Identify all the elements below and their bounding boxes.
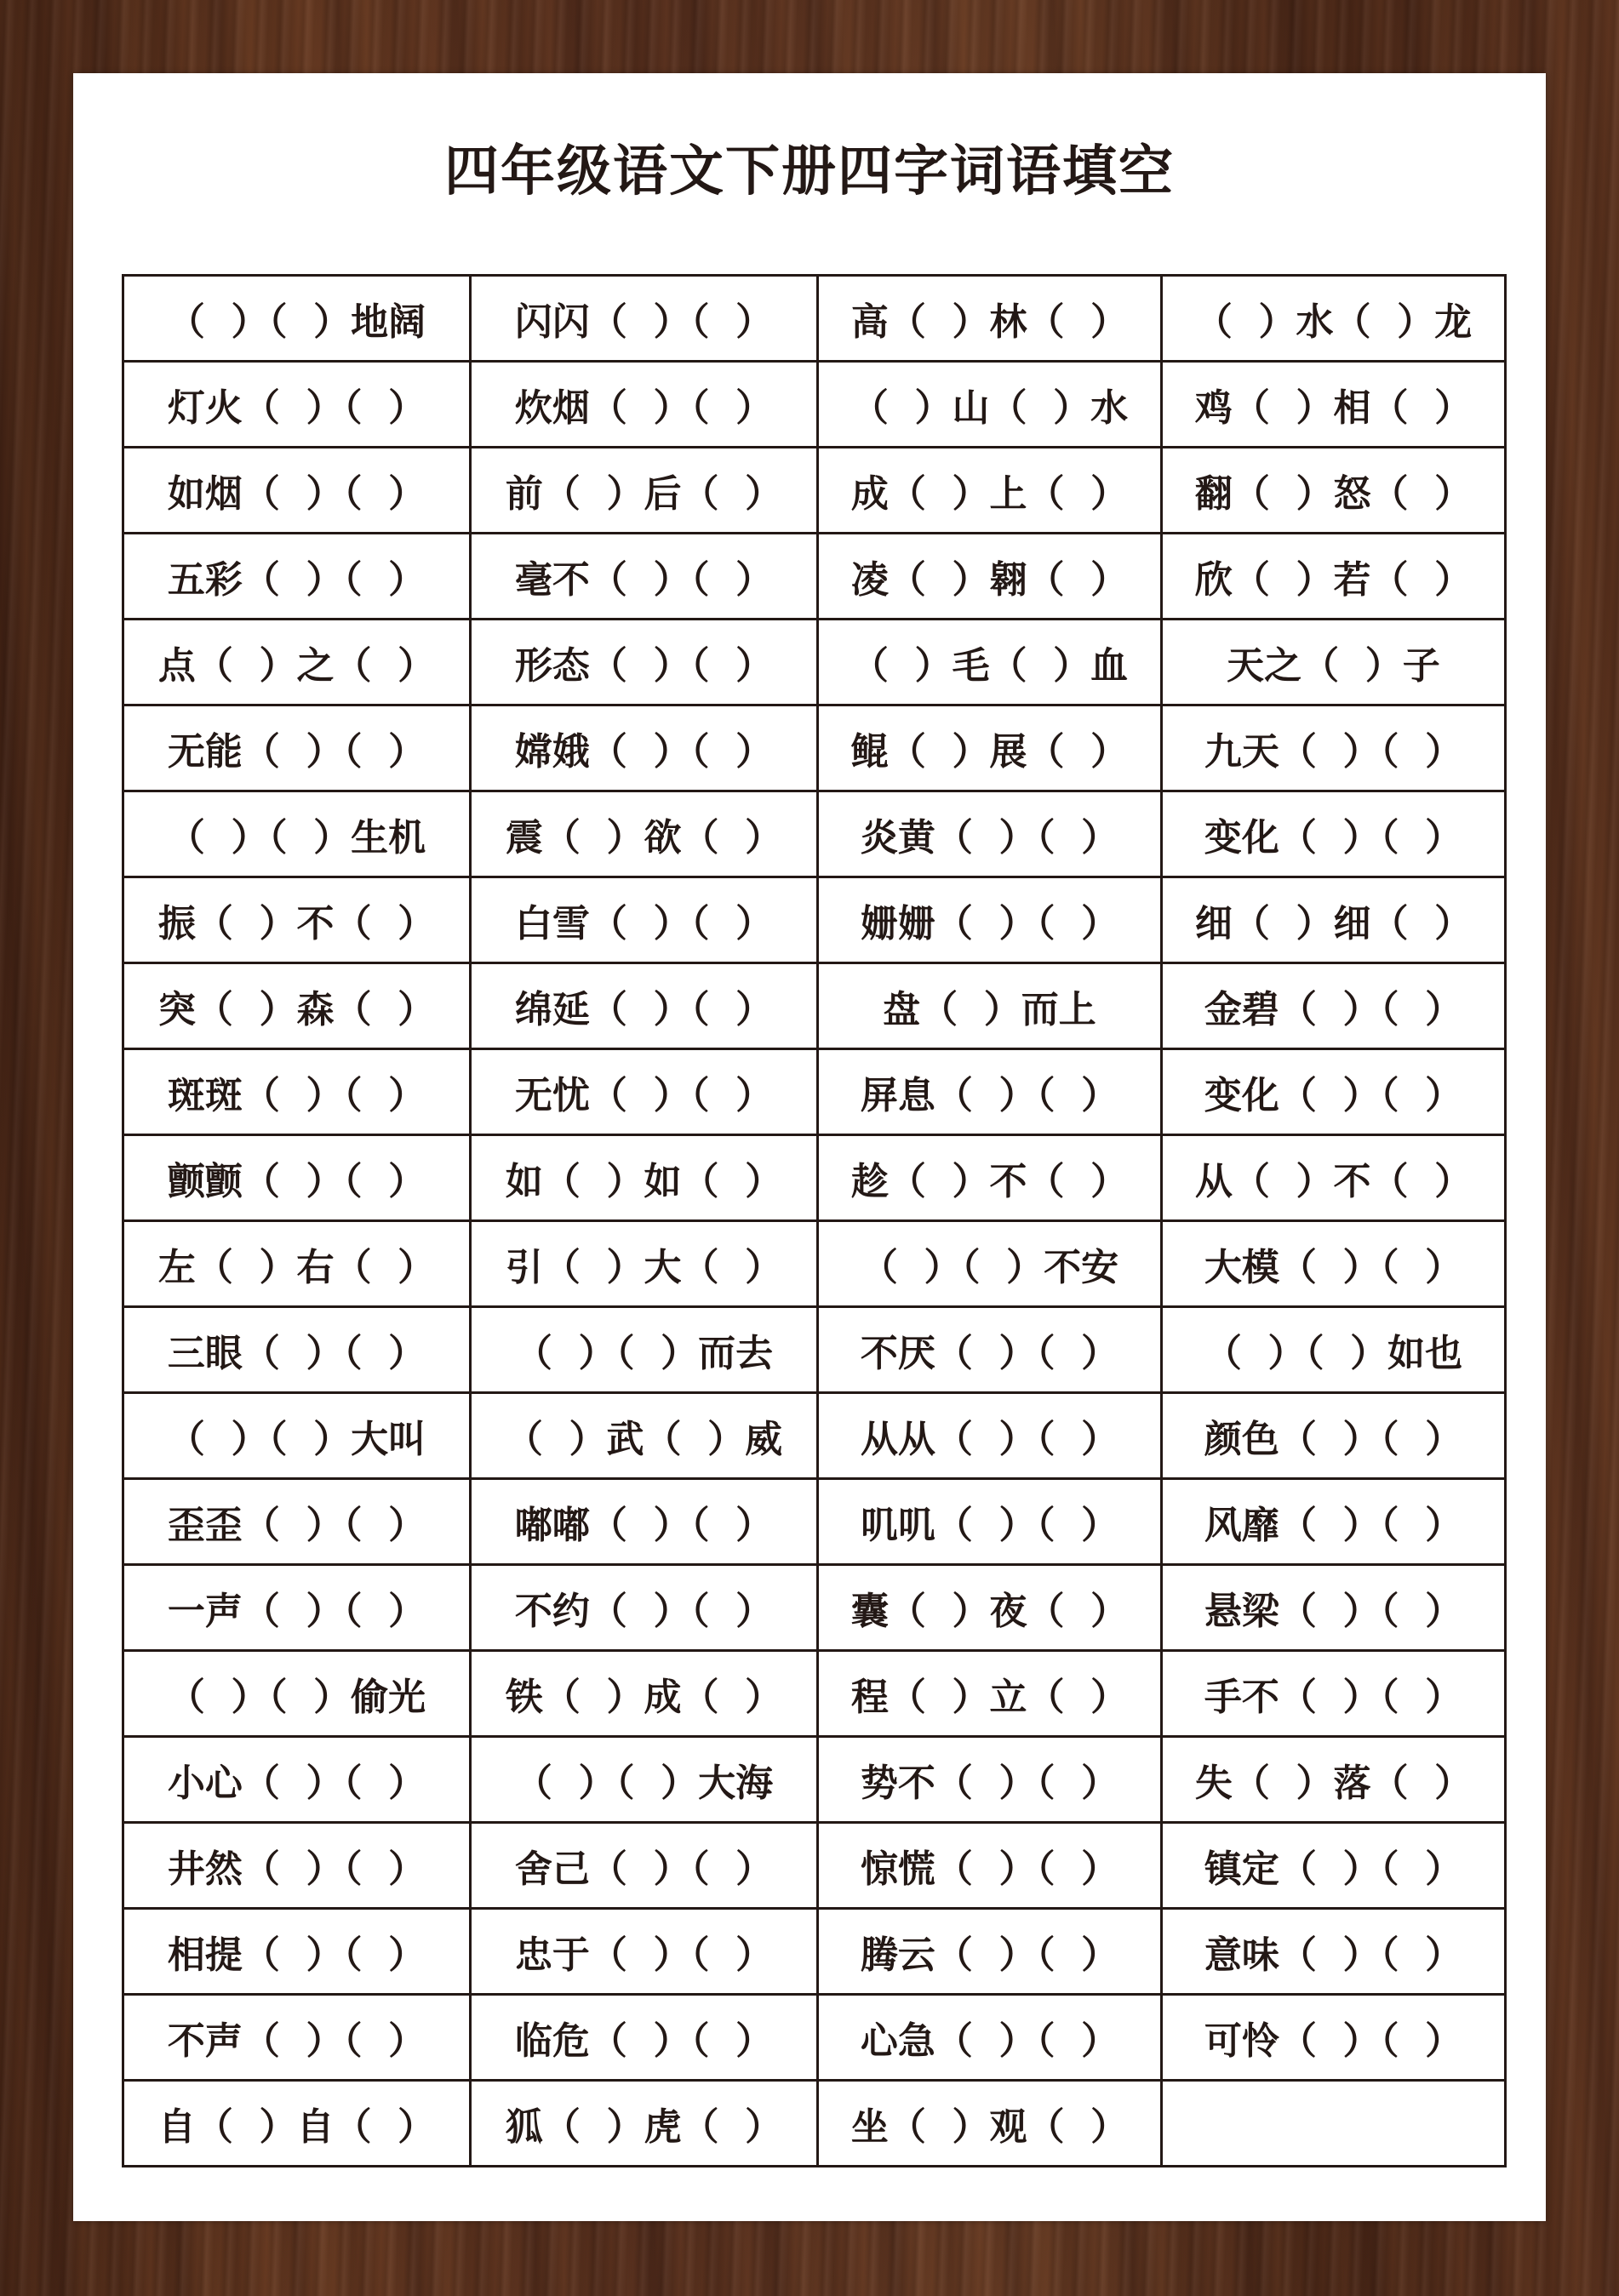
table-row [123, 276, 1506, 362]
idiom-cell: 势不（ ）（ ） [818, 1737, 1162, 1823]
idiom-cell: 翻（ ）怒（ ） [1162, 448, 1506, 534]
idiom-cell: 变化（ ）（ ） [1162, 791, 1506, 877]
idiom-cell: （ ）（ ）而去 [471, 1307, 818, 1393]
idiom-cell: 毫不（ ）（ ） [471, 534, 818, 620]
idiom-fill-table [122, 274, 1507, 2167]
idiom-cell: （ ）（ ）大海 [471, 1737, 818, 1823]
table-row [123, 1737, 1506, 1823]
table-row [123, 362, 1506, 448]
table-row [123, 1307, 1506, 1393]
idiom-cell: 舍己（ ）（ ） [471, 1823, 818, 1909]
idiom-cell: 镇定（ ）（ ） [1162, 1823, 1506, 1909]
idiom-cell: 灯火（ ）（ ） [123, 362, 471, 448]
idiom-cell: 大模（ ）（ ） [1162, 1221, 1506, 1307]
idiom-cell: 心急（ ）（ ） [818, 1995, 1162, 2081]
idiom-cell: 盘（ ）而上 [818, 963, 1162, 1049]
idiom-cell: 金碧（ ）（ ） [1162, 963, 1506, 1049]
table-row [123, 705, 1506, 791]
idiom-cell: 高（ ）林（ ） [818, 276, 1162, 362]
idiom-cell: 叽叽（ ）（ ） [818, 1479, 1162, 1565]
idiom-cell: （ ）武（ ）威 [471, 1393, 818, 1479]
idiom-cell: 三眼（ ）（ ） [123, 1307, 471, 1393]
empty-cell [1162, 2081, 1506, 2167]
idiom-cell: 鲲（ ）展（ ） [818, 705, 1162, 791]
idiom-cell: 变化（ ）（ ） [1162, 1049, 1506, 1135]
idiom-cell: （ ）山（ ）水 [818, 362, 1162, 448]
table-row [123, 1995, 1506, 2081]
table-row [123, 1049, 1506, 1135]
idiom-cell: 从从（ ）（ ） [818, 1393, 1162, 1479]
table-row [123, 1221, 1506, 1307]
idiom-cell: 坐（ ）观（ ） [818, 2081, 1162, 2167]
idiom-cell: 前（ ）后（ ） [471, 448, 818, 534]
idiom-cell: 井然（ ）（ ） [123, 1823, 471, 1909]
idiom-cell: （ ）（ ）不安 [818, 1221, 1162, 1307]
idiom-cell: 腾云（ ）（ ） [818, 1909, 1162, 1995]
table-row [123, 2081, 1506, 2167]
table-row [123, 963, 1506, 1049]
idiom-cell: 闪闪（ ）（ ） [471, 276, 818, 362]
table-body [123, 276, 1506, 2167]
idiom-cell: 悬梁（ ）（ ） [1162, 1565, 1506, 1651]
idiom-cell: 如（ ）如（ ） [471, 1135, 818, 1221]
idiom-cell: 歪歪（ ）（ ） [123, 1479, 471, 1565]
idiom-cell: 成（ ）上（ ） [818, 448, 1162, 534]
idiom-cell: 凌（ ）翱（ ） [818, 534, 1162, 620]
idiom-cell: 细（ ）细（ ） [1162, 877, 1506, 963]
idiom-cell: 炎黄（ ）（ ） [818, 791, 1162, 877]
idiom-cell: （ ）（ ）地阔 [123, 276, 471, 362]
idiom-cell: 嫦娥（ ）（ ） [471, 705, 818, 791]
idiom-cell: 斑斑（ ）（ ） [123, 1049, 471, 1135]
idiom-cell: 绵延（ ）（ ） [471, 963, 818, 1049]
idiom-cell: 嘟嘟（ ）（ ） [471, 1479, 818, 1565]
idiom-cell: 惊慌（ ）（ ） [818, 1823, 1162, 1909]
idiom-cell: 五彩（ ）（ ） [123, 534, 471, 620]
idiom-cell: （ ）毛（ ）血 [818, 620, 1162, 705]
idiom-cell: （ ）水（ ）龙 [1162, 276, 1506, 362]
idiom-cell: 如烟（ ）（ ） [123, 448, 471, 534]
table-row [123, 1479, 1506, 1565]
idiom-cell: 不厌（ ）（ ） [818, 1307, 1162, 1393]
idiom-cell: 震（ ）欲（ ） [471, 791, 818, 877]
idiom-cell: 可怜（ ）（ ） [1162, 1995, 1506, 2081]
table-row [123, 877, 1506, 963]
idiom-cell: 姗姗（ ）（ ） [818, 877, 1162, 963]
idiom-cell: 忠于（ ）（ ） [471, 1909, 818, 1995]
idiom-cell: 意味（ ）（ ） [1162, 1909, 1506, 1995]
idiom-cell: 风靡（ ）（ ） [1162, 1479, 1506, 1565]
idiom-cell: 左（ ）右（ ） [123, 1221, 471, 1307]
idiom-cell: 炊烟（ ）（ ） [471, 362, 818, 448]
table-row [123, 1135, 1506, 1221]
idiom-cell: 九天（ ）（ ） [1162, 705, 1506, 791]
idiom-cell: 囊（ ）夜（ ） [818, 1565, 1162, 1651]
idiom-cell: 形态（ ）（ ） [471, 620, 818, 705]
idiom-cell: 小心（ ）（ ） [123, 1737, 471, 1823]
idiom-cell: 狐（ ）虎（ ） [471, 2081, 818, 2167]
idiom-cell: 趁（ ）不（ ） [818, 1135, 1162, 1221]
idiom-cell: 失（ ）落（ ） [1162, 1737, 1506, 1823]
table-row [123, 1565, 1506, 1651]
idiom-cell: 铁（ ）成（ ） [471, 1651, 818, 1737]
idiom-cell: 引（ ）大（ ） [471, 1221, 818, 1307]
idiom-cell: 无能（ ）（ ） [123, 705, 471, 791]
idiom-cell: （ ）（ ）如也 [1162, 1307, 1506, 1393]
page-title: 四年级语文下册四字词语填空 [444, 140, 1175, 203]
table-row [123, 1393, 1506, 1479]
idiom-cell: 不约（ ）（ ） [471, 1565, 818, 1651]
idiom-cell: 鸡（ ）相（ ） [1162, 362, 1506, 448]
idiom-cell: 屏息（ ）（ ） [818, 1049, 1162, 1135]
idiom-cell: （ ）（ ）大叫 [123, 1393, 471, 1479]
table-row [123, 1909, 1506, 1995]
idiom-cell: 程（ ）立（ ） [818, 1651, 1162, 1737]
table-row [123, 448, 1506, 534]
idiom-cell: 点（ ）之（ ） [123, 620, 471, 705]
table-row [123, 1651, 1506, 1737]
idiom-cell: 颜色（ ）（ ） [1162, 1393, 1506, 1479]
table-row [123, 1823, 1506, 1909]
idiom-cell: 临危（ ）（ ） [471, 1995, 818, 2081]
table-row [123, 534, 1506, 620]
idiom-cell: 手不（ ）（ ） [1162, 1651, 1506, 1737]
idiom-cell: 相提（ ）（ ） [123, 1909, 471, 1995]
table-row [123, 620, 1506, 705]
idiom-cell: 一声（ ）（ ） [123, 1565, 471, 1651]
idiom-cell: （ ）（ ）生机 [123, 791, 471, 877]
idiom-cell: （ ）（ ）偷光 [123, 1651, 471, 1737]
table-row [123, 791, 1506, 877]
idiom-cell: 颤颤（ ）（ ） [123, 1135, 471, 1221]
idiom-cell: 振（ ）不（ ） [123, 877, 471, 963]
idiom-cell: 天之（ ）子 [1162, 620, 1506, 705]
idiom-cell: 欣（ ）若（ ） [1162, 534, 1506, 620]
idiom-cell: 从（ ）不（ ） [1162, 1135, 1506, 1221]
idiom-cell: 突（ ）森（ ） [123, 963, 471, 1049]
idiom-cell: 白雪（ ）（ ） [471, 877, 818, 963]
idiom-cell: 自（ ）自（ ） [123, 2081, 471, 2167]
idiom-cell: 不声（ ）（ ） [123, 1995, 471, 2081]
idiom-cell: 无忧（ ）（ ） [471, 1049, 818, 1135]
